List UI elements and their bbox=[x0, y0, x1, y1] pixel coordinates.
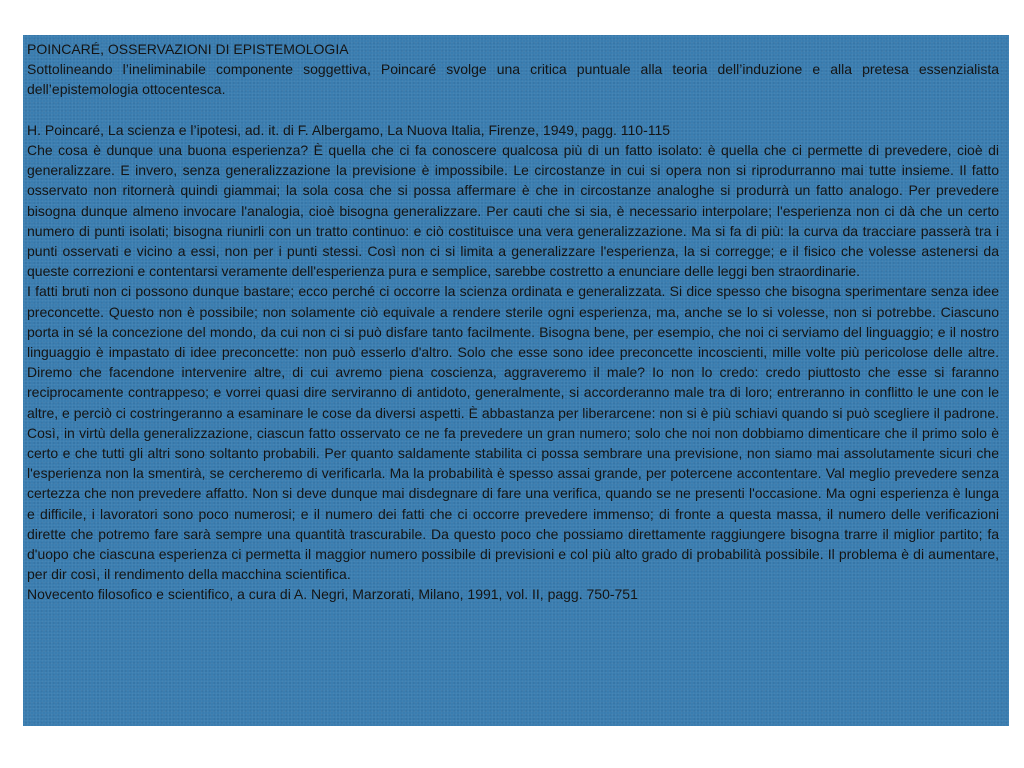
text-panel bbox=[23, 35, 1009, 726]
document-title: POINCARÉ, OSSERVAZIONI DI EPISTEMOLOGIA bbox=[27, 41, 349, 57]
source-citation: Novecento filosofico e scientifico, a cura di A. Negri, Marzorati, Milano, 1991, vol. II, pagg. 750-751 bbox=[27, 586, 638, 603]
paragraph-2: I fatti bruti non ci possono dunque bastare; ecco perché ci occorre la scienza ordinata e generalizzata. Si dice spesso che bisogna sperimentare senza idee preconcette. Questo non è possibile; non solamente ciò equivale a rendere sterile ogni esperienza, ma, anche se lo si volesse, non si potrebbe. Ciascuno porta in sé la concezione del mondo, da cui non ci si può disfare tanto facilmente. Bisogna bene, per esempio, che noi ci serviamo del linguaggio; e il nostro linguaggio è impastato di idee preconcette: non può esserlo d'altro. Solo che esse sono idee preconcette incoscienti, mille volte più pericolose delle altre. Diremo che facendone intervenire altre, di cui avremo piena coscienza, aggraveremo il male? Io non lo credo: credo piuttosto che esse si faranno reciprocamente contrappeso; e vorrei quasi dire serviranno di antidoto, generalmente, si accorderanno male tra di loro; entreranno in conflitto le une con le altre, e perciò ci costringeranno a esaminare le cose da diversi aspetti. È abbastanza per liberarcene: non si è più schiavi quando si può scegliere il padrone. Così, in virtù della generalizzazione, ciascun fatto osservato ce ne fa prevedere un gran numero; solo che noi non dobbiamo dimenticare che il primo solo è certo e che tutti gli altri sono soltanto probabili. Per quanto saldamente stabilita ci possa sembrare una previsione, non siamo mai assolutamente sicuri che l'esperienza non la smentirà, se cercheremo di verificarla. Ma la probabilità è spesso assai grande, per potercene accontentare. Val meglio prevedere senza certezza che non prevedere affatto. Non si deve dunque mai disdegnare di fare una verifica, quando se ne presenti l'occasione. Ma ogni esperienza è lunga e difficile, i lavoratori sono poco numerosi; e il numero dei fatti che ci occorre prevedere immenso; di fronte a questa massa, il numero delle verificazioni dirette che potremo fare sarà sempre una quantità trascurabile. Da questo poco che possiamo direttamente raggiungere bisogna trarre il miglior partito; fa d'uopo che ciascuna esperienza ci permetta il maggior numero possibile di previsioni e col più alto grado di probabilità possibile. Il problema è di aumentare, per dir così, il rendimento della macchina scientifica. bbox=[27, 283, 999, 583]
blank-line bbox=[27, 100, 999, 120]
intro-text: Sottolineando l’ineliminabile componente soggettiva, Poincaré svolge una critica puntuale alla teoria dell’induzione e alla pretesa essenzialista dell’epistemologia ottocentesca. bbox=[27, 61, 999, 98]
citation: H. Poincaré, La scienza e l’ipotesi, ad. it. di F. Albergamo, La Nuova Italia, Firenze, 1949, pagg. 110-115 bbox=[27, 121, 671, 138]
document-body bbox=[27, 39, 999, 605]
paragraph-1: Che cosa è dunque una buona esperienza? È quella che ci fa conoscere qualcosa più di un fatto isolato: è quella che ci permette di prevedere, cioè di generalizzare. E invero, senza generalizzazione la previsione è impossibile. Le circostanze in cui si opera non si riprodurranno mai tutte insieme. Il fatto osservato non ritornerà quindi giammai; la sola cosa che si possa affermare è che in circostanze analoghe si produrrà un fatto analogo. Per prevedere bisogna dunque almeno invocare l'analogia, cioè bisogna generalizzare. Per cauti che si sia, è necessario interpolare; l'esperienza non ci dà che un certo numero di punti isolati; bisogna riunirli con un tratto continuo: e ciò costituisce una vera generalizzazione. Ma si fa di più: la curva da tracciare passerà tra i punti osservati e vicino a essi, non per i punti stessi. Così non ci si limita a generalizzare l'esperienza, la si corregge; e il fisico che volesse astenersi da queste correzioni e contentarsi veramente dell'esperienza pura e semplice, sarebbe costretto a enunciare delle leggi ben straordinarie. bbox=[27, 142, 999, 280]
